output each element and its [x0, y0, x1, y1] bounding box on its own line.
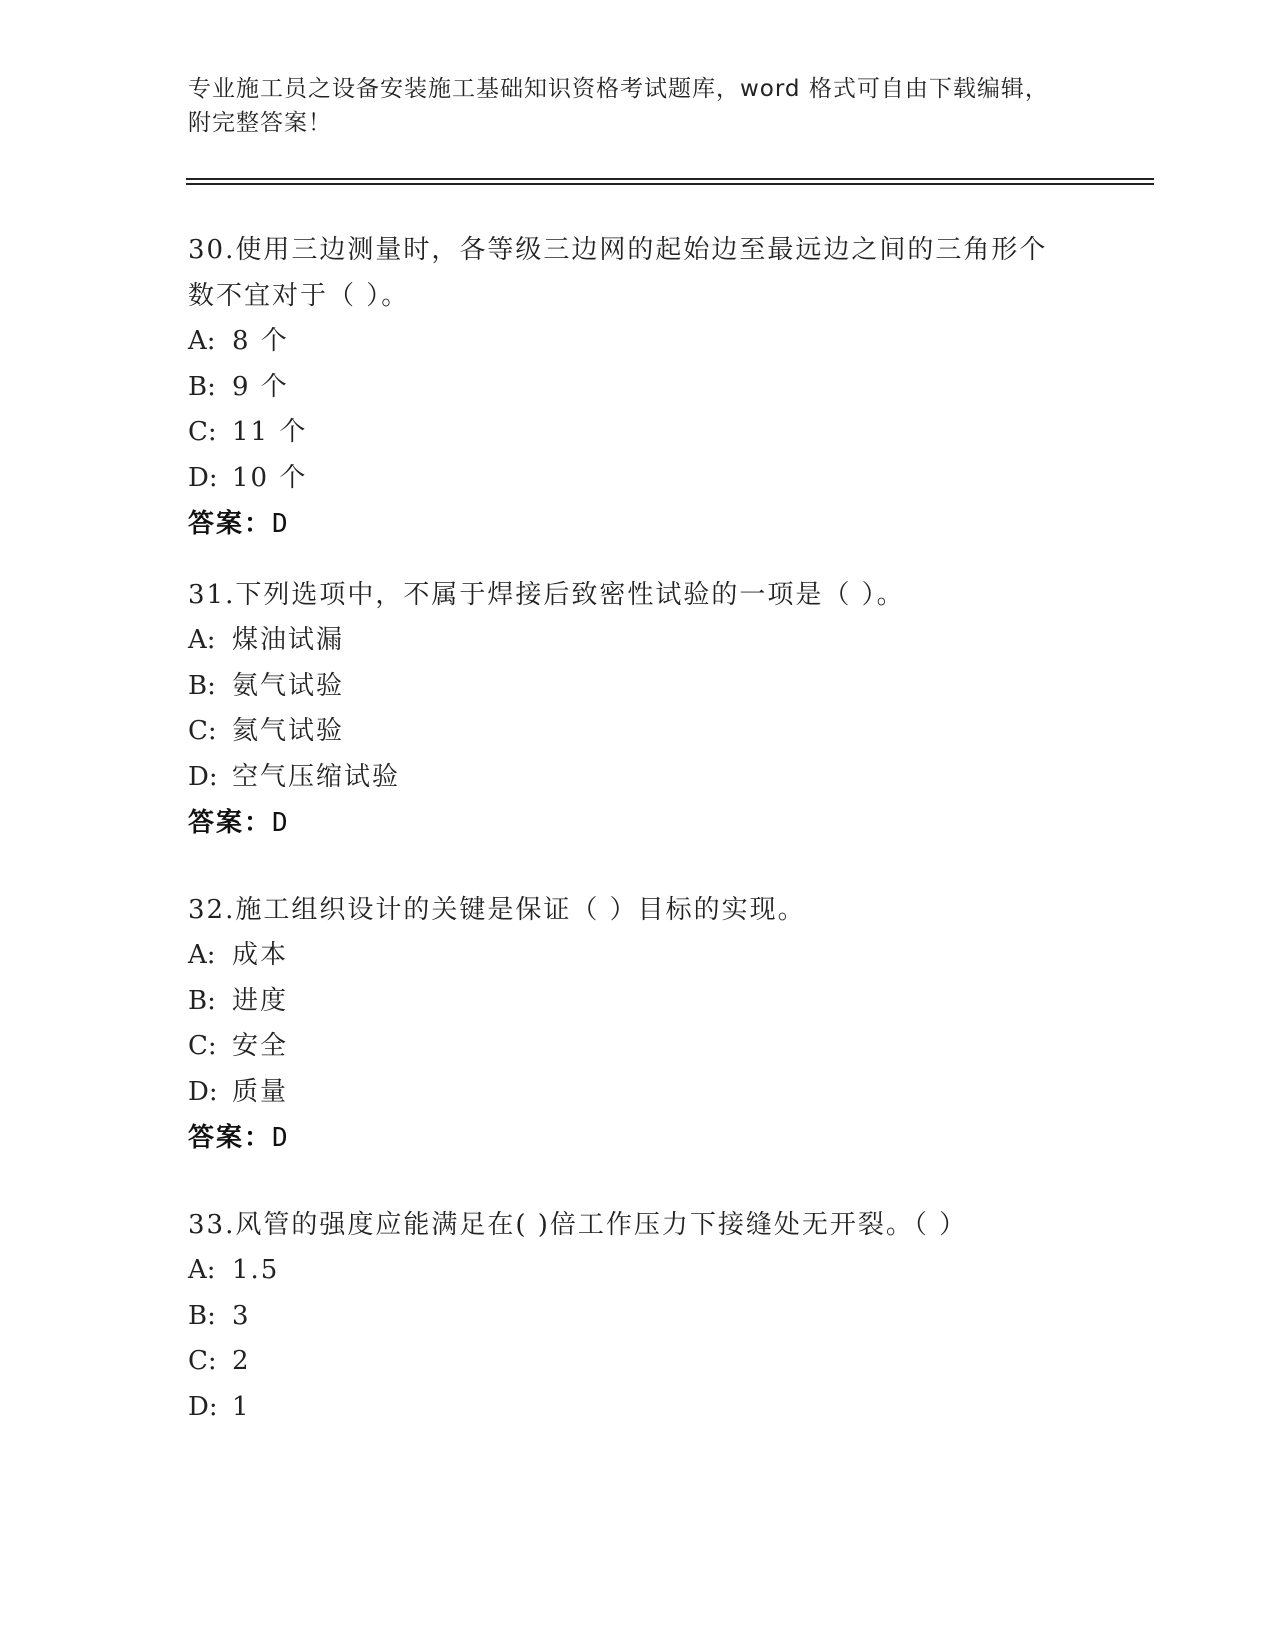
question-stem-line-2: 数不宜对于（ ）。 [188, 281, 410, 311]
option-d [188, 755, 1148, 801]
option-letter: B: [188, 1300, 216, 1331]
option-b [188, 664, 1148, 710]
option-text: 3 [232, 1300, 251, 1331]
answer-label: 答案： [188, 1123, 273, 1153]
option-letter: A: [188, 1255, 216, 1285]
question-30 [188, 227, 1148, 547]
option-letter: B: [188, 371, 216, 402]
option-text: 9 个 [232, 371, 289, 402]
document-header [188, 72, 1108, 140]
header-line-2: 附完整答案！ [188, 110, 332, 136]
option-letter: D: [188, 1391, 218, 1422]
option-text: 进度 [232, 985, 289, 1016]
option-text: 1 [232, 1391, 251, 1422]
option-letter: D: [188, 761, 218, 792]
option-text: 质量 [232, 1076, 289, 1107]
option-letter: C: [188, 1031, 217, 1061]
answer-value: D [272, 808, 288, 838]
header-line-1: 专业施工员之设备安装施工基础知识资格考试题库，word 格式可自由下载编辑， [188, 76, 1049, 102]
question-33 [188, 1202, 1148, 1430]
option-d [188, 1070, 1148, 1116]
question-stem-line-1: 31.下列选项中，不属于焊接后致密性试验的一项是（ ）。 [188, 580, 905, 610]
answer-value: D [272, 509, 288, 539]
question-stem-line-1: 32.施工组织设计的关键是保证（ ）目标的实现。 [188, 895, 806, 925]
option-letter: B: [188, 670, 216, 701]
option-letter: C: [188, 716, 217, 746]
option-a [188, 618, 1148, 664]
answer-line [188, 1115, 1148, 1161]
answer-label: 答案： [188, 808, 273, 838]
option-text: 2 [232, 1346, 251, 1376]
option-a [188, 933, 1148, 979]
option-b [188, 1294, 1148, 1340]
option-text: 11 个 [232, 417, 308, 447]
answer-line [188, 800, 1148, 846]
option-text: 安全 [232, 1031, 289, 1061]
header-divider-top [186, 178, 1154, 180]
answer-value: D [272, 1123, 288, 1153]
option-c [188, 709, 1148, 755]
option-text: 10 个 [232, 462, 308, 493]
question-31 [188, 572, 1148, 846]
answer-line [188, 501, 1148, 547]
option-d [188, 456, 1148, 502]
option-letter: C: [188, 1346, 217, 1376]
option-b [188, 365, 1148, 411]
option-text: 氦气试验 [232, 716, 345, 746]
option-text: 空气压缩试验 [232, 761, 401, 792]
option-letter: D: [188, 1076, 218, 1107]
question-stem-line-1: 30.使用三边测量时，各等级三边网的起始边至最远边之间的三角形个 [188, 235, 1048, 265]
question-stem-line-1: 33.风管的强度应能满足在( )倍工作压力下接缝处无开裂。（ ） [188, 1210, 968, 1240]
header-divider-bottom [186, 183, 1154, 185]
option-text: 8 个 [232, 326, 289, 356]
option-b [188, 979, 1148, 1025]
option-d [188, 1385, 1148, 1431]
option-letter: A: [188, 940, 216, 970]
option-text: 1.5 [232, 1255, 280, 1285]
option-c [188, 1339, 1148, 1385]
option-letter: A: [188, 326, 216, 356]
question-32 [188, 887, 1148, 1161]
option-text: 氨气试验 [232, 670, 345, 701]
option-letter: C: [188, 417, 217, 447]
option-letter: B: [188, 985, 216, 1016]
option-c [188, 1024, 1148, 1070]
option-a [188, 1248, 1148, 1294]
option-a [188, 319, 1148, 365]
option-letter: A: [188, 625, 216, 655]
option-text: 煤油试漏 [232, 625, 345, 655]
answer-label: 答案： [188, 509, 273, 539]
option-text: 成本 [232, 940, 289, 970]
option-letter: D: [188, 462, 218, 493]
option-c [188, 410, 1148, 456]
